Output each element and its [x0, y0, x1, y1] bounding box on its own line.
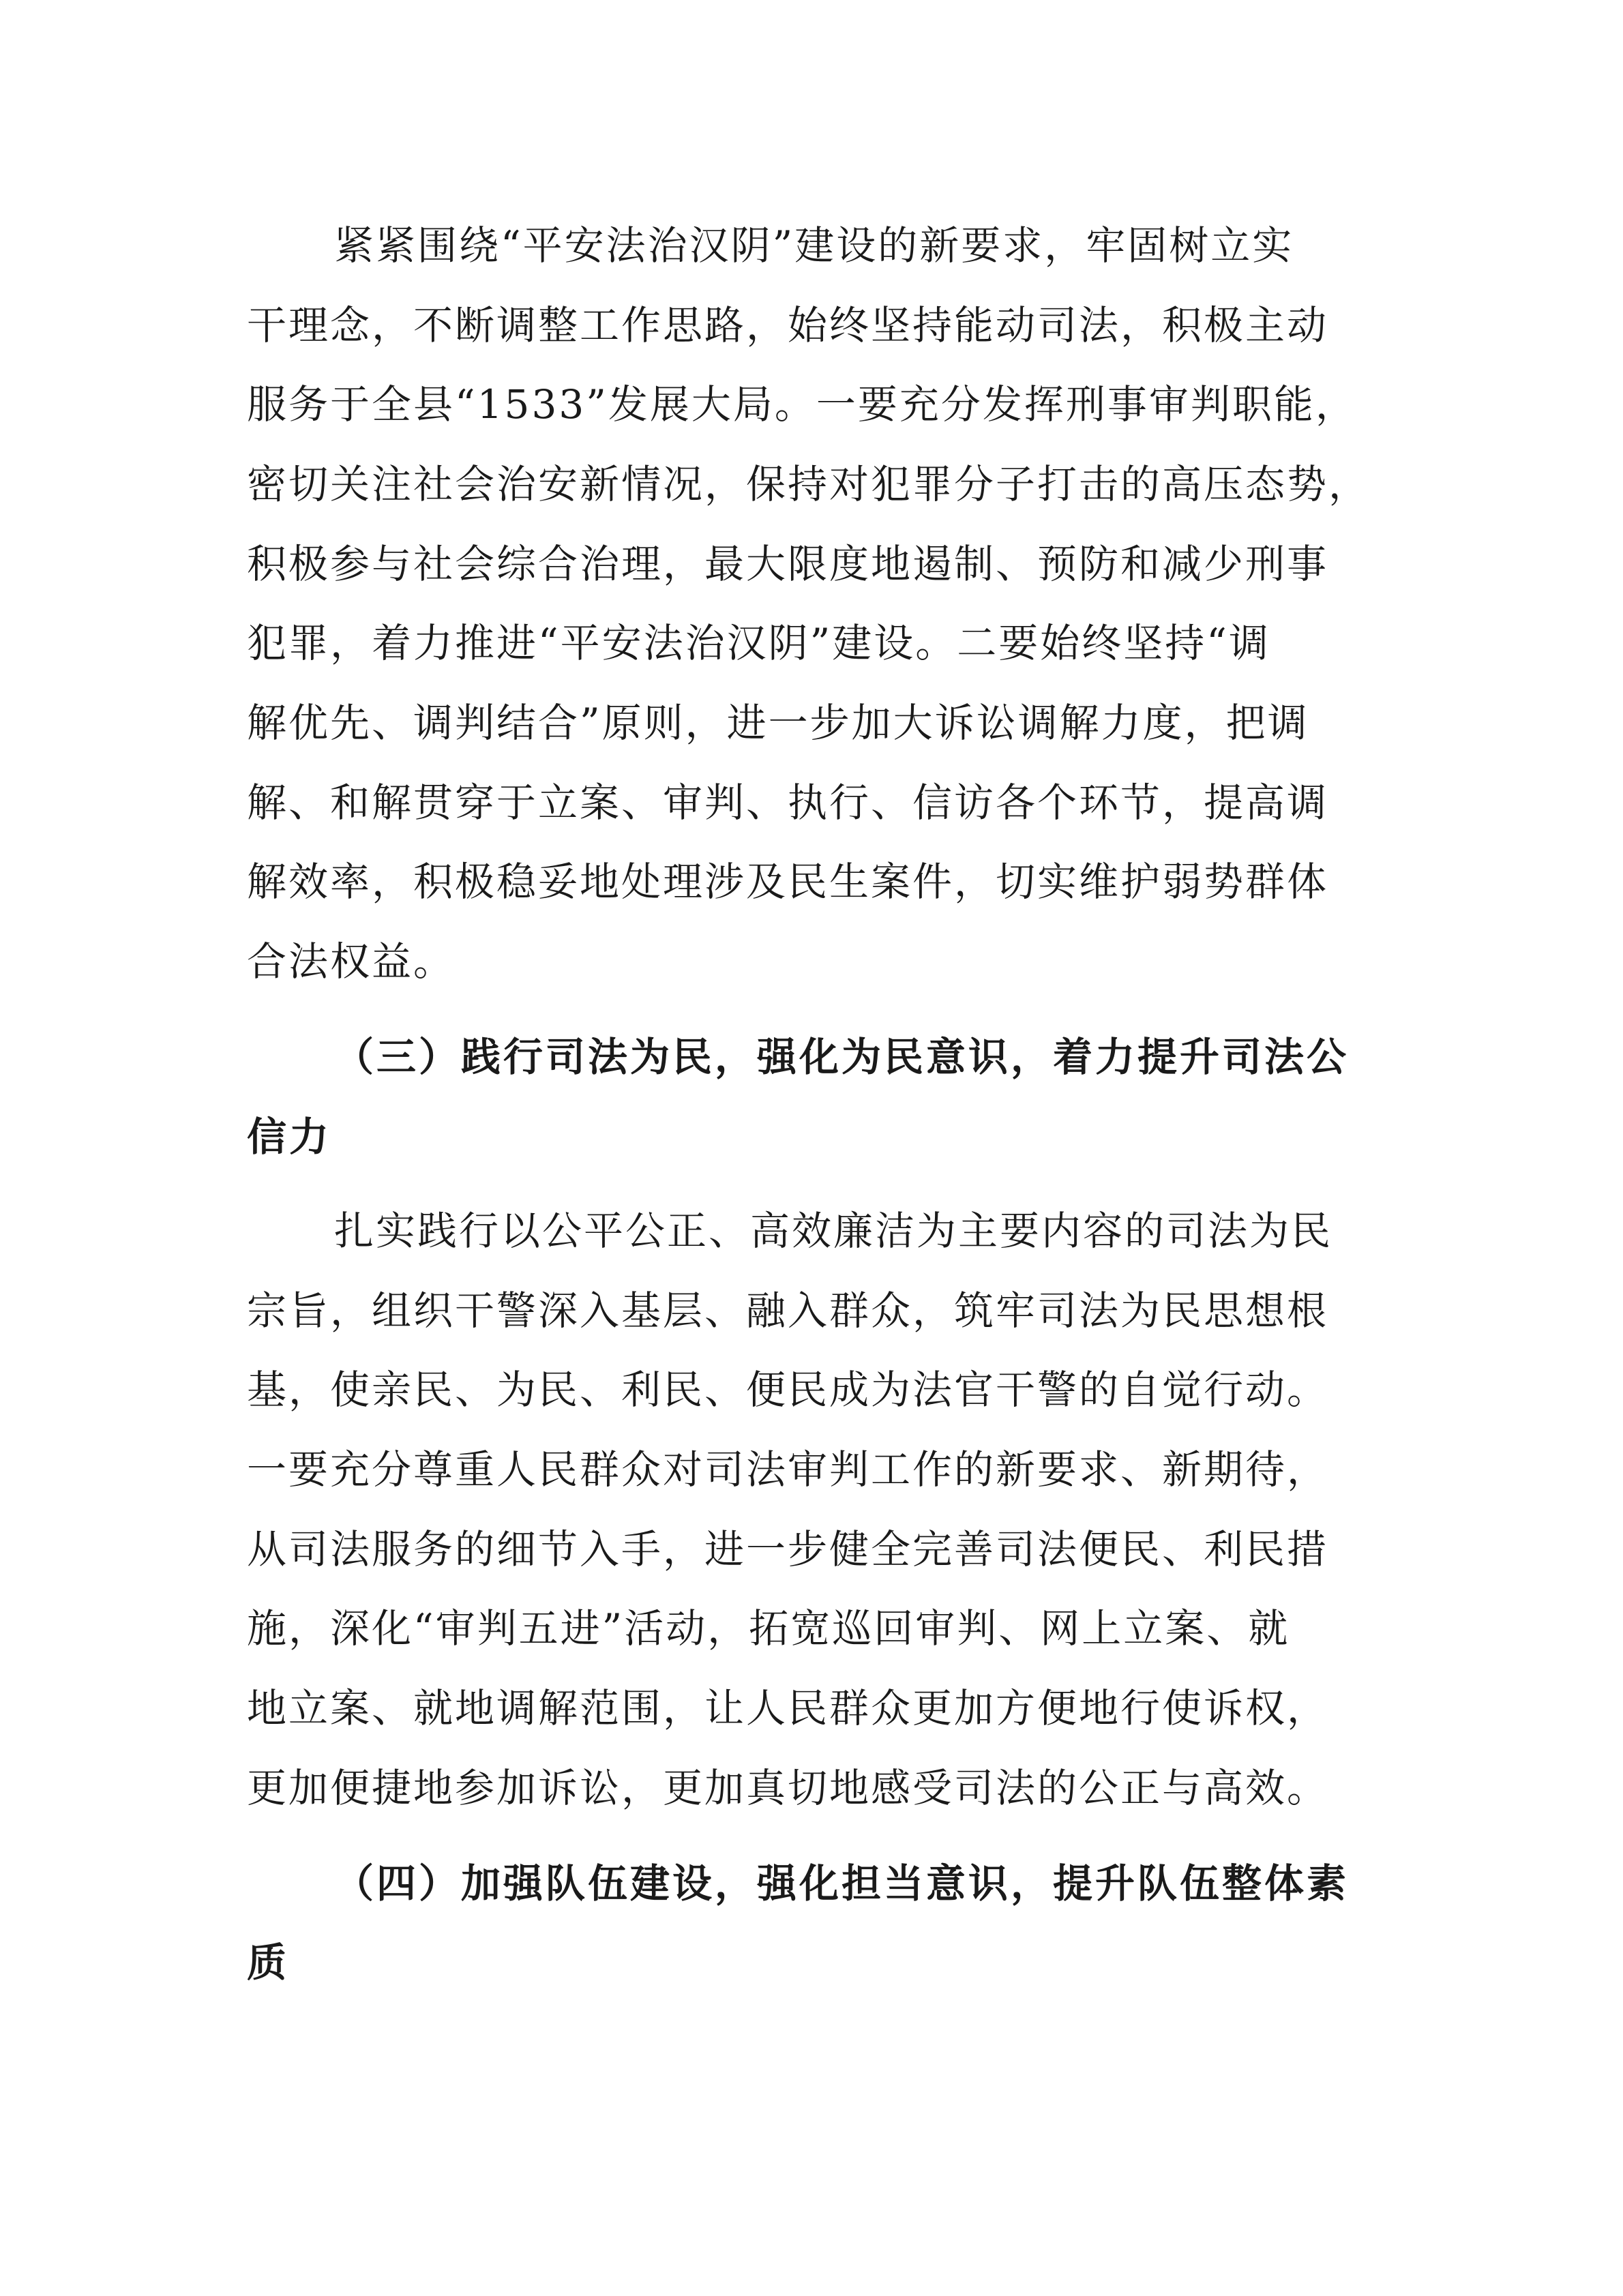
- paragraph-2-line-7: 地立案、就地调解范围，让人民群众更加方便地行使诉权，: [247, 1685, 1329, 1731]
- paragraph-1-line-10: 合法权益。: [247, 938, 456, 985]
- section-heading-3-line-1: （三）践行司法为民，强化为民意识，着力提升司法公: [334, 1034, 1350, 1080]
- section-heading-4-line-2: 质: [247, 1939, 290, 1986]
- paragraph-2-line-1: 扎实践行以公平公正、高效廉洁为主要内容的司法为民: [334, 1208, 1333, 1254]
- paragraph-1-line-1: 紧紧围绕“平安法治汉阴”建设的新要求，牢固树立实: [334, 222, 1294, 269]
- paragraph-2-line-4: 一要充分尊重人民群众对司法审判工作的新要求、新期待，: [247, 1446, 1329, 1493]
- paragraph-1-line-5: 积极参与社会综合治理，最大限度地遏制、预防和减少刑事: [247, 541, 1329, 587]
- paragraph-2-line-8: 更加便捷地参加诉讼，更加真切地感受司法的公正与高效。: [247, 1765, 1329, 1811]
- section-heading-3-line-2: 信力: [247, 1114, 332, 1160]
- paragraph-1-line-7: 解优先、调判结合”原则，进一步加大诉讼调解力度，把调: [247, 700, 1309, 746]
- paragraph-1-line-2: 干理念，不断调整工作思路，始终坚持能动司法，积极主动: [247, 302, 1329, 348]
- paragraph-2-line-5: 从司法服务的细节入手，进一步健全完善司法便民、利民措: [247, 1526, 1329, 1572]
- paragraph-2-line-3: 基，使亲民、为民、利民、便民成为法官干警的自觉行动。: [247, 1367, 1329, 1413]
- paragraph-1-line-8: 解、和解贯穿于立案、审判、执行、信访各个环节，提高调: [247, 779, 1329, 826]
- paragraph-2-line-2: 宗旨，组织干警深入基层、融入群众，筑牢司法为民思想根: [247, 1287, 1329, 1334]
- paragraph-1-line-3: 服务于全县“1533”发展大局。一要充分发挥刑事审判职能，: [247, 381, 1357, 428]
- paragraph-1-line-9: 解效率，积极稳妥地处理涉及民生案件，切实维护弱势群体: [247, 859, 1329, 905]
- paragraph-1-line-4: 密切关注社会治安新情况，保持对犯罪分子打击的高压态势，: [247, 461, 1371, 507]
- paragraph-2-line-6: 施，深化“审判五进”活动，拓宽巡回审判、网上立案、就: [247, 1605, 1290, 1652]
- paragraph-1-line-6: 犯罪，着力推进“平安法治汉阴”建设。二要始终坚持“调: [247, 620, 1270, 666]
- section-heading-4-line-1: （四）加强队伍建设，强化担当意识，提升队伍整体素: [334, 1860, 1350, 1907]
